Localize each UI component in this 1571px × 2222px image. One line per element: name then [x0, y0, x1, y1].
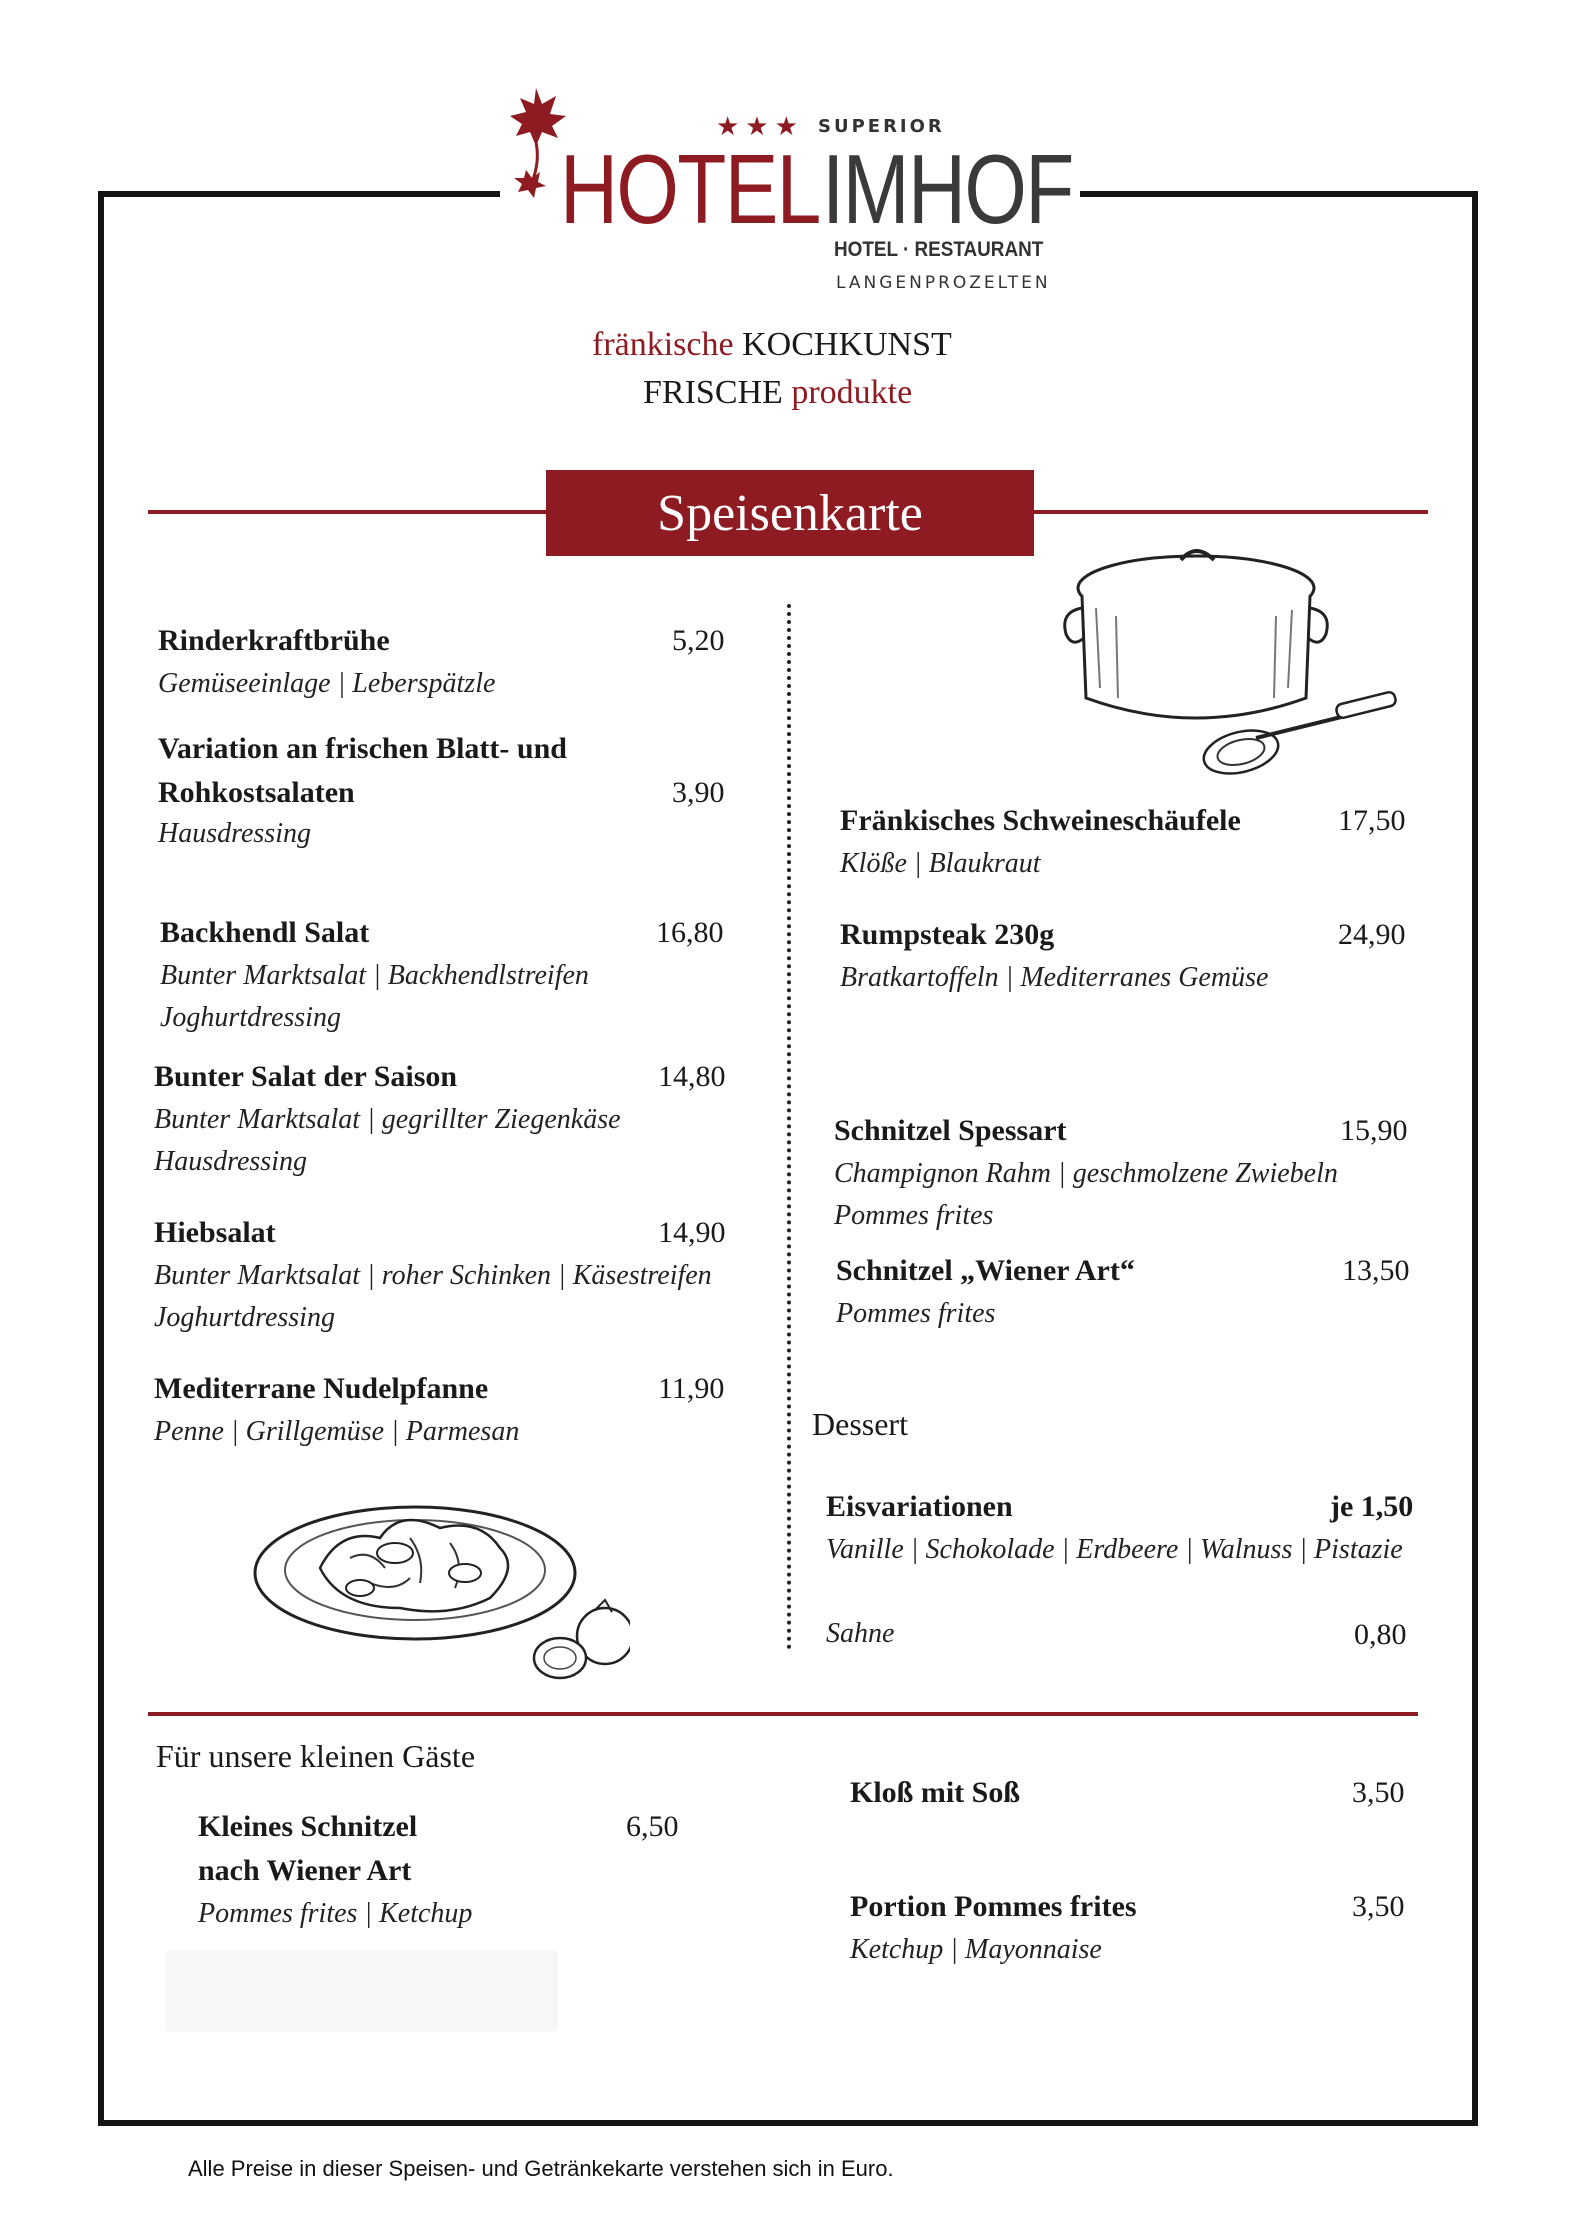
item-name: Schnitzel „Wiener Art“: [836, 1254, 1135, 1287]
item-desc: Klöße | Blaukraut: [840, 848, 1041, 879]
item-desc: Hausdressing: [154, 1146, 307, 1177]
item-price: je 1,50: [1330, 1490, 1414, 1523]
item-price: 11,90: [658, 1372, 725, 1405]
item-name: Bunter Salat der Saison: [154, 1060, 458, 1093]
item-name: Kloß mit Soß: [850, 1776, 1021, 1809]
item-desc: Joghurtdressing: [160, 1002, 341, 1033]
item-name: Portion Pommes frites: [850, 1890, 1137, 1923]
item-name: Rumpsteak 230g: [840, 918, 1055, 951]
item-price: 16,80: [656, 916, 724, 949]
tagline-line-2: [643, 374, 912, 412]
item-price: 14,80: [658, 1060, 726, 1093]
item-desc: Pommes frites | Ketchup: [198, 1898, 473, 1929]
item-name: Hiebsalat: [154, 1216, 276, 1249]
item-price: 15,90: [1340, 1114, 1408, 1147]
kids-heading: Für unsere kleinen Gäste: [156, 1738, 476, 1774]
item-price: 24,90: [1338, 918, 1406, 951]
item-price: 6,50: [626, 1810, 679, 1843]
item-price: 14,90: [658, 1216, 726, 1249]
logo-city: LANGENPROZELTEN: [836, 273, 1051, 293]
item-name: Schnitzel Spessart: [834, 1114, 1067, 1147]
tagline-line-1: [592, 326, 952, 364]
faded-placeholder: [166, 1950, 558, 2032]
tagline-word: fränkische: [592, 326, 734, 363]
item-name: Rinderkraftbrühe: [158, 624, 390, 657]
item-price: 13,50: [1342, 1254, 1410, 1287]
item-desc: Champignon Rahm | geschmolzene Zwiebeln: [834, 1158, 1338, 1189]
item-desc: Joghurtdressing: [154, 1302, 335, 1333]
item-desc: Hausdressing: [158, 818, 311, 849]
logo-subtitle: HOTEL · RESTAURANT: [834, 238, 1044, 261]
item-desc: Penne | Grillgemüse | Parmesan: [154, 1416, 520, 1447]
item-desc: Gemüseeinlage | Leberspätzle: [158, 668, 496, 699]
item-name: Fränkisches Schweineschäufele: [840, 804, 1241, 837]
item-name: Mediterrane Nudelpfanne: [154, 1372, 489, 1405]
rating-stars: ★★★: [716, 112, 804, 142]
item-name: Eisvariationen: [826, 1490, 1013, 1523]
tagline-word: FRISCHE: [643, 374, 783, 411]
item-name: Kleines Schnitzel: [198, 1810, 418, 1843]
item-price: 3,50: [1352, 1776, 1405, 1809]
item-desc: Sahne: [826, 1618, 895, 1649]
item-desc: Bratkartoffeln | Mediterranes Gemüse: [840, 962, 1269, 993]
item-desc: Bunter Marktsalat | Backhendlstreifen: [160, 960, 589, 991]
item-price: 3,90: [672, 776, 725, 809]
item-name: Backhendl Salat: [160, 916, 370, 949]
tagline-word: produkte: [791, 374, 913, 411]
price-footnote: Alle Preise in dieser Speisen- und Getränkekarte verstehen sich in Euro.: [188, 2156, 894, 2181]
item-desc: Ketchup | Mayonnaise: [850, 1934, 1102, 1965]
item-name: Rohkostsalaten: [158, 776, 355, 809]
item-price: 3,50: [1352, 1890, 1405, 1923]
column-divider: [787, 604, 791, 1650]
superior-label: SUPERIOR: [818, 116, 945, 137]
page-title: Speisenkarte: [546, 470, 1034, 556]
item-desc: Pommes frites: [836, 1298, 996, 1329]
item-name: nach Wiener Art: [198, 1854, 412, 1887]
item-price: 17,50: [1338, 804, 1406, 837]
item-name: Variation an frischen Blatt- und: [158, 732, 567, 765]
section-rule: [148, 1712, 1418, 1716]
dessert-heading: Dessert: [812, 1406, 908, 1442]
item-desc: Vanille | Schokolade | Erdbeere | Walnuss | Pistazie: [826, 1534, 1403, 1565]
logo-imhof-word: IMHOF: [822, 134, 1073, 244]
logo-hotel-word: HOTEL: [560, 134, 820, 244]
item-price: 5,20: [672, 624, 725, 657]
item-desc: Bunter Marktsalat | roher Schinken | Käsestreifen: [154, 1260, 712, 1291]
item-desc: Bunter Marktsalat | gegrillter Ziegenkäse: [154, 1104, 621, 1135]
tagline-word: KOCHKUNST: [742, 326, 952, 363]
item-price: 0,80: [1354, 1618, 1407, 1651]
cooking-pot-icon: [1056, 538, 1416, 788]
item-desc: Pommes frites: [834, 1200, 994, 1231]
salad-plate-icon: [250, 1488, 630, 1688]
